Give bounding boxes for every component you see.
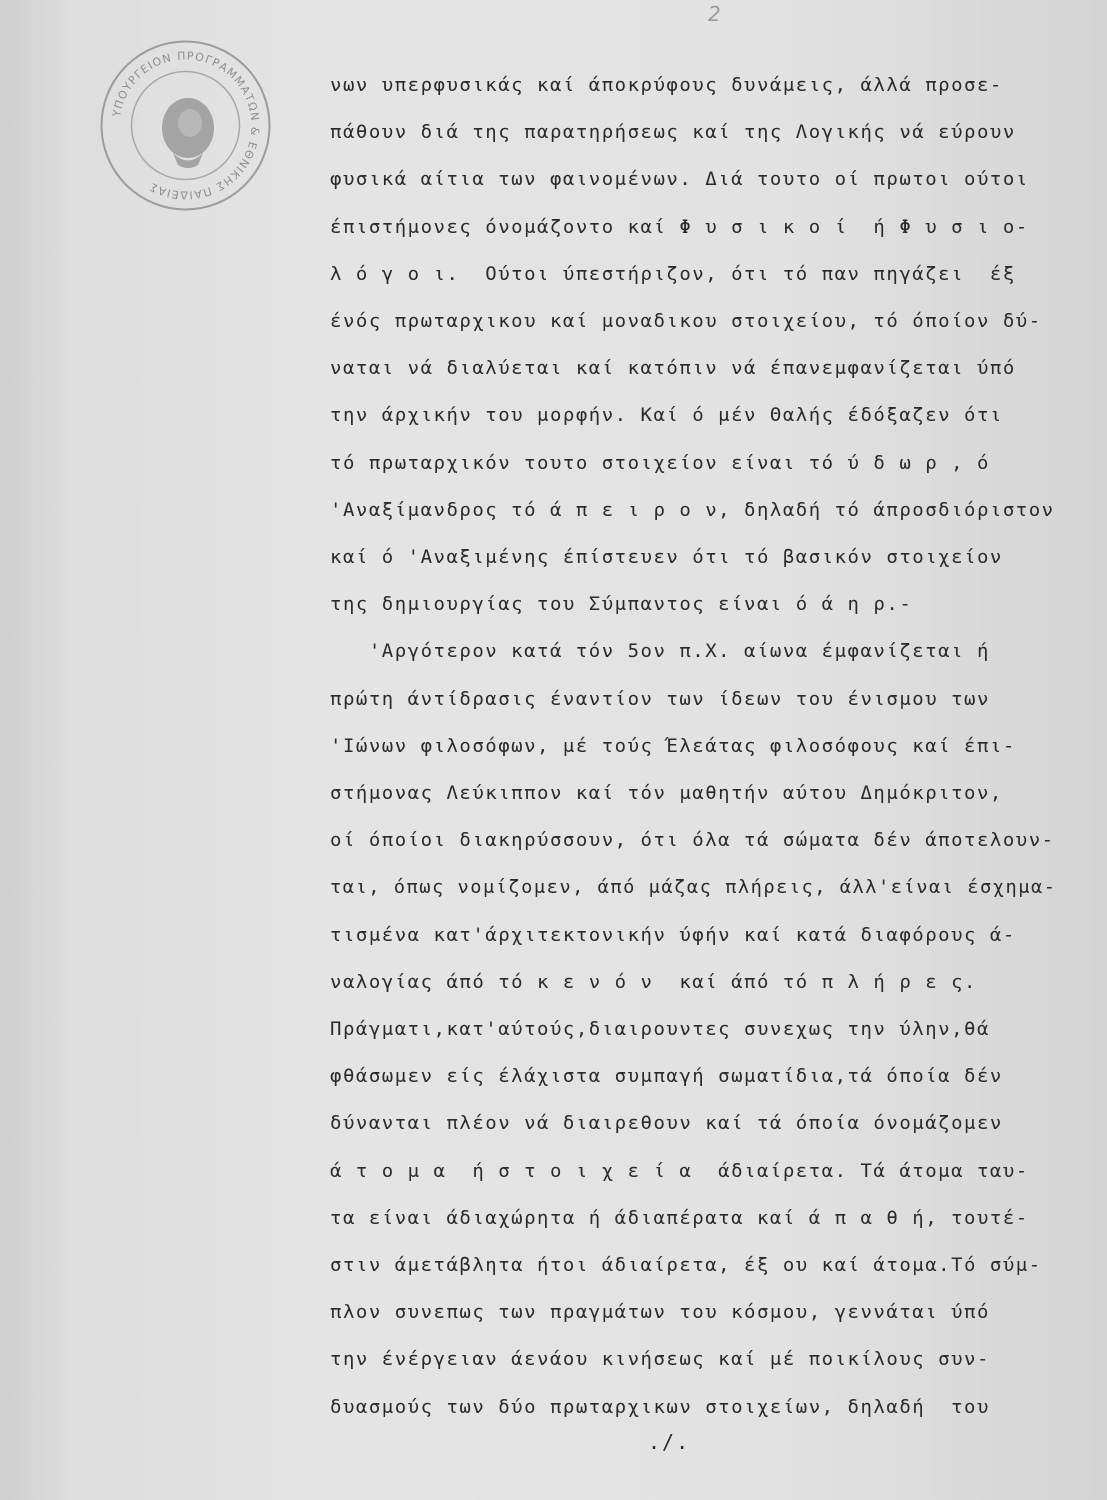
page-number-mark: 2 xyxy=(708,2,721,26)
text-line: Πράγματι,κατ'αύτούς,διαιρουντες συνεχως την ύλην,θά xyxy=(330,1018,990,1040)
text-line: πάθουν διά της παρατηρήσεως καί της Λογικής νά εύρουν xyxy=(330,121,1016,144)
text-line: την ένέργειαν άενάου κινήσεως καί μέ ποικίλους συν- xyxy=(330,1348,990,1371)
text-line: πλον συνεπως των πραγμάτων του κόσμου, γεννάται ύπό xyxy=(330,1301,990,1324)
text-line: 'Αργότερον κατά τόν 5ον π.Χ. αίωνα έμφανίζεται ή xyxy=(330,640,990,663)
text-line: δύνανται πλέον νά διαιρεθουν καί τά όποία όνομάζομεν xyxy=(330,1112,1003,1135)
text-line: ένός πρωταρχικου καί μοναδικου στοιχείου, τό όποίον δύ- xyxy=(330,310,1042,332)
text-line: στήμονας Λεύκιππον καί τόν μαθητήν αύτου Δημόκριτον, xyxy=(330,782,1003,804)
text-line: φυσικά αίτια των φαινομένων. Διά τουτο οί πρωτοι ούτοι xyxy=(330,168,1029,191)
text-line: πρώτη άντίδρασις έναντίον των ίδεων του ένισμου των xyxy=(330,687,990,710)
text-line: ναται νά διαλύεται καί κατόπιν νά έπανεμφανίζεται ύπό xyxy=(330,357,1016,380)
text-line: τισμένα κατ'άρχιτεκτονικήν ύφήν καί κατά διαφόρους ά- xyxy=(330,923,1016,946)
text-line: φθάσωμεν είς έλάχιστα συμπαγή σωματίδια,τά όποία δέν xyxy=(330,1065,1003,1088)
text-line: τό πρωταρχικόν τουτο στοιχείον είναι τό ύ δ ω ρ , ό xyxy=(330,451,990,474)
text-line: 'Αναξίμανδρος τό ά π ε ι ρ ο ν, δηλαδή τό άπροσδιόριστον xyxy=(330,498,1055,521)
text-line: τα είναι άδιαχώρητα ή άδιαπέρατα καί ά π α θ ή, τουτέ- xyxy=(330,1206,1029,1229)
text-line: της δημιουργίας του Σύμπαντος είναι ό ά η ρ.- xyxy=(330,593,913,616)
text-line: ται, όπως νομίζομεν, άπό μάζας πλήρεις, άλλ'είναι έσχημα- xyxy=(330,876,1057,899)
continuation-mark: ./. xyxy=(648,1430,691,1454)
text-line: οί όποίοι διακηρύσσουν, ότι όλα τά σώματα δέν άποτελουν- xyxy=(330,829,1055,852)
text-line: ναλογίας άπό τό κ ε ν ό ν καί άπό τό π λ ή ρ ε ς. xyxy=(330,970,977,993)
text-line: ά τ ο μ α ή σ τ ο ι χ ε ί α άδιαίρετα. Τά άτομα ταυ- xyxy=(330,1159,1029,1182)
text-line: την άρχικήν του μορφήν. Καί ό μέν Θαλής έδόξαζεν ότι xyxy=(330,404,1003,427)
text-line: στιν άμετάβλητα ήτοι άδιαίρετα, έξ ου καί άτομα.Τό σύμ- xyxy=(330,1254,1042,1276)
text-line: καί ό 'Αναξιμένης έπίστευεν ότι τό βασικόν στοιχείον xyxy=(330,546,1003,568)
text-line: έπιστήμονες όνομάζοντο καί Φ υ σ ι κ ο ί ή Φ υ σ ι ο- xyxy=(330,215,1029,238)
text-line: 'Ιώνων φιλοσόφων, μέ τούς Έλεάτας φιλοσόφους καί έπι- xyxy=(330,734,1016,757)
text-line: λ ό γ ο ι. Ούτοι ύπεστήριζον, ότι τό παν πηγάζει έξ xyxy=(330,262,1016,285)
svg-text:ΥΠΟΥΡΓΕΙΟΝ ΠΡΟΓΡΑΜΜΑΤΩΝ & ΕΘΝΙ: ΥΠΟΥΡΓΕΙΟΝ ΠΡΟΓΡΑΜΜΑΤΩΝ & ΕΘΝΙΚΗΣ ΠΑΙΔΕΙΑΣ xyxy=(110,49,262,202)
text-line: νων υπερφυσικάς καί άποκρύφους δυνάμεις, άλλά προσε- xyxy=(330,74,1003,96)
text-line: δυασμούς των δύο πρωταρχικων στοιχείων, δηλαδή του xyxy=(330,1395,990,1418)
